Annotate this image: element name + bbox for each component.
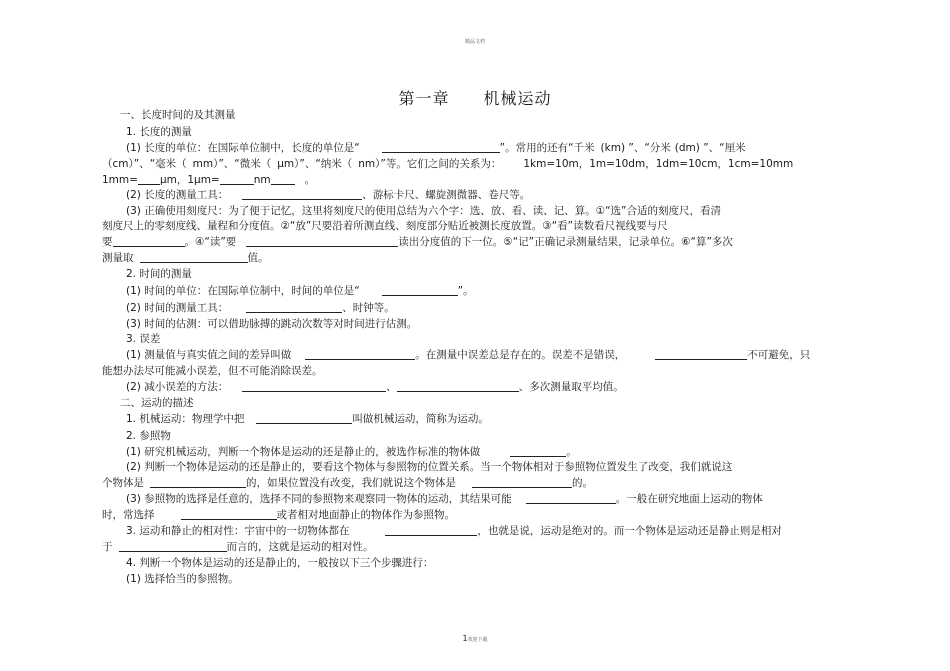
text-line: (1) 长度的单位：在国际单位制中，长度的单位是“ ”。常用的还有“千米 (km) ”、“分米 (dm) ”、“厘米 (126, 142, 746, 154)
text-line: 4. 判断一个物体是运动的还是静止的，一般按以下三个步骤进行： (126, 557, 434, 569)
text-line: 于 而言的，这就是运动的相对性。 (102, 541, 374, 553)
page-footer (0, 634, 950, 643)
blank (113, 235, 185, 247)
text-line: (1) 选择恰当的参照物。 (126, 573, 239, 585)
blank (242, 188, 362, 200)
blank (140, 251, 248, 263)
text-line: 刻度尺上的零刻度线、量程和分度值。②“放”尺要沿着所测直线、刻度部分贴近被测长度放置。③“看”读数看尺视线要与尺 (102, 220, 668, 232)
blank (382, 141, 500, 153)
blank (256, 412, 352, 424)
footer-text: 欢迎下载 (467, 637, 488, 643)
section-heading: 一、长度时间的及其测量 (120, 109, 236, 121)
blank (271, 173, 295, 185)
page-number: 1 (462, 634, 468, 643)
text-line: (1) 测量值与真实值之间的差异叫做 。在测量中误差总是存在的。误差不是错误， 不可避免，只 (126, 349, 811, 361)
text-line: (2) 时间的测量工具： 、时钟等。 (126, 302, 395, 314)
blank (397, 380, 519, 392)
text-line: (2) 减小误差的方法： 、 、多次测量取平均值。 (126, 381, 624, 393)
text-line: 1mm= μm，1μm= nm 。 (102, 174, 316, 186)
blank (181, 508, 277, 520)
subsection-heading: 1. 长度的测量 (126, 126, 192, 138)
blank (138, 173, 160, 185)
text-line: (1) 时间的单位：在国际单位制中，时间的单位是“ ”。 (126, 285, 474, 297)
chapter-number: 第一章 (398, 89, 450, 108)
text-line: 3. 运动和静止的相对性：宇宙中的一切物体都在 ，也就是说，运动是绝对的。而一个物体是运动还是静止则是相对 (126, 525, 782, 537)
text-line: （cm）”、“毫米（ mm）”、“微米（ μm）”、“纳米（ nm）”等。它们之间的关系为： 1km=10m，1m=10dm，1dm=10cm，1cm=10mm (102, 158, 794, 170)
text-line: (1) 研究机械运动，判断一个物体是运动的还是静止的，被选作标准的物体做 。 (126, 446, 577, 458)
text-line: 个物体是 的，如果位置没有改变，我们就说这个物体是 的。 (102, 477, 593, 489)
text-line: (2) 判断一个物体是运动的还是静止的，要看这个物体与参照物的位置关系。当一个物体相对于参照物位置发生了改变，我们就说这 (126, 461, 733, 473)
blank (150, 476, 246, 488)
text-line: (3) 正确使用刻度尺：为了便于记忆，这里将刻度尺的使用总结为六个字：选、放、看、读、记、算。①“选”合适的刻度尺，看清 (126, 205, 722, 217)
text-line: 要 。④“读”要 读出分度值的下一位。⑤“记”正确记录测量结果，记录单位。⑥“算”多次 (102, 236, 733, 248)
text-line: 测量取 值。 (102, 252, 269, 264)
text-line: 时，常选择 或者相对地面静止的物体作为参照物。 (102, 509, 455, 521)
subsection-heading: 3. 误差 (126, 333, 161, 345)
blank (382, 284, 458, 296)
blank (655, 348, 747, 360)
text-line: 能想办法尽可能减小误差，但不可能消除误差。 (102, 365, 323, 377)
page-header: 精品文档 (464, 39, 485, 45)
text-line: (2) 长度的测量工具： 、游标卡尺、螺旋测微器、卷尺等。 (126, 189, 531, 201)
chapter-title (0, 86, 950, 109)
section-heading: 二、运动的描述 (120, 397, 194, 409)
subsection-heading: 2. 参照物 (126, 430, 171, 442)
blank (220, 173, 254, 185)
blank (246, 235, 398, 247)
subsection-heading: 2. 时间的测量 (126, 268, 192, 280)
blank (242, 380, 386, 392)
blank (246, 301, 342, 313)
blank (526, 492, 616, 504)
blank (510, 445, 566, 457)
text-line: (3) 时间的估测：可以借助脉搏的跳动次数等对时间进行估测。 (126, 318, 418, 330)
blank (119, 540, 227, 552)
blank (385, 524, 477, 536)
blank (305, 348, 415, 360)
blank (472, 476, 572, 488)
chapter-name: 机械运动 (483, 89, 552, 108)
text-line: 1. 机械运动：物理学中把 叫做机械运动，简称为运动。 (126, 413, 489, 425)
text-line: (3) 参照物的选择是任意的，选择不同的参照物来观察同一物体的运动，其结果可能 。一般在研究地面上运动的物体 (126, 493, 763, 505)
